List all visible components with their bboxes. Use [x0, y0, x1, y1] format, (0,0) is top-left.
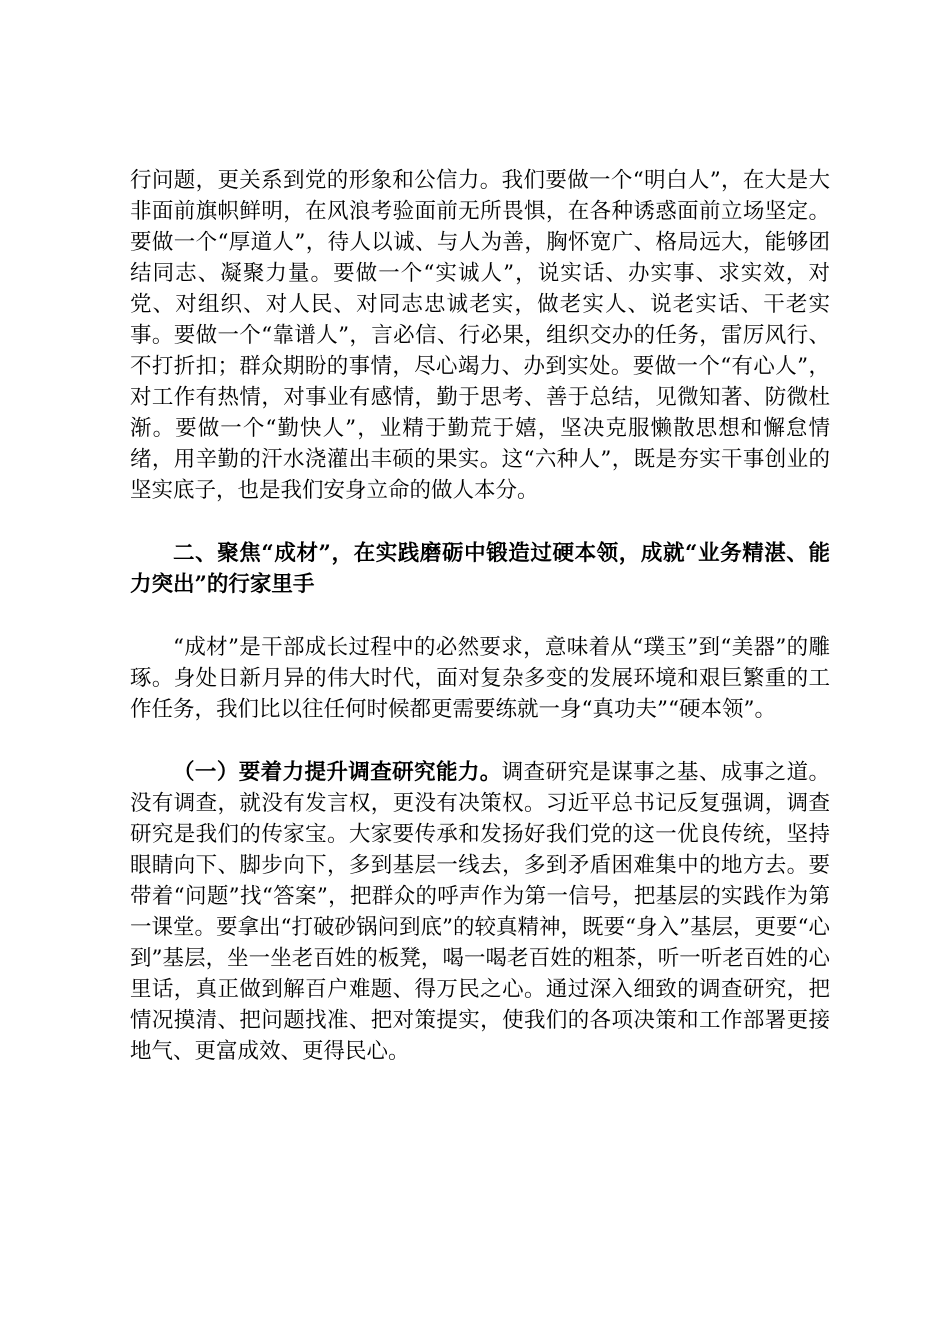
subsection-body-1: 调查研究是谋事之基、成事之道。没有调查，就没有发言权，更没有决策权。习近平总书记反复强调，调查研究是我们的传家宝。大家要传承和发扬好我们党的这一优良传统，坚持眼睛向下、脚步向下，多到基层一线去，多到矛盾困难集中的地方去。要带着“问题”找“答案”，把群众的呼声作为第一信号，把基层的实践作为第一课堂。要拿出“打破砂锅问到底”的较真精神，既要“身入”基层，更要“心到”基层，坐一坐老百姓的板凳，喝一喝老百姓的粗茶，听一听老百姓的心里话，真正做到解百户难题、得万民之心。通过深入细致的调查研究，把情况摸清、把问题找准、把对策提实，使我们的各项决策和工作部署更接地气、更富成效、更得民心。	[130, 760, 830, 1064]
section-heading-2: 二、聚焦“成材”，在实践磨砺中锻造过硬本领，成就“业务精湛、能力突出”的行家里手	[130, 541, 830, 597]
subsection-lead-1: （一）要着力提升调查研究能力。	[173, 760, 502, 785]
paragraph-six-kinds-of-people: 行问题，更关系到党的形象和公信力。我们要做一个“明白人”，在大是大非面前旗帜鲜明，在风浪考验面前无所畏惧，在各种诱惑面前立场坚定。要做一个“厚道人”，待人以诚、与人为善，胸怀宽广、格局远大，能够团结同志、凝聚力量。要做一个“实诚人”，说实话、办实事、求实效，对党、对组织、对人民、对同志忠诚老实，做老实人、说老实话、干老实事。要做一个“靠谱人”，言必信、行必果，组织交办的任务，雷厉风行、不打折扣；群众期盼的事情，尽心竭力、办到实处。要做一个“有心人”，对工作有热情，对事业有感情，勤于思考、善于总结，见微知著、防微杜渐。要做一个“勤快人”，业精于勤荒于嬉，坚决克服懒散思想和懈怠情绪，用辛勤的汗水浇灌出丰硕的果实。这“六种人”，既是夯实干事创业的坚实底子，也是我们安身立命的做人本分。	[130, 168, 830, 503]
document-body	[130, 165, 830, 1067]
paragraph-becoming-talent: “成材”是干部成长过程中的必然要求，意味着从“璞玉”到“美器”的雕琢。身处日新月异的伟大时代，面对复杂多变的发展环境和艰巨繁重的工作任务，我们比以往任何时候都更需要练就一身“真功夫”“硬本领”。	[130, 635, 830, 722]
paragraph-research-ability	[130, 757, 830, 1067]
